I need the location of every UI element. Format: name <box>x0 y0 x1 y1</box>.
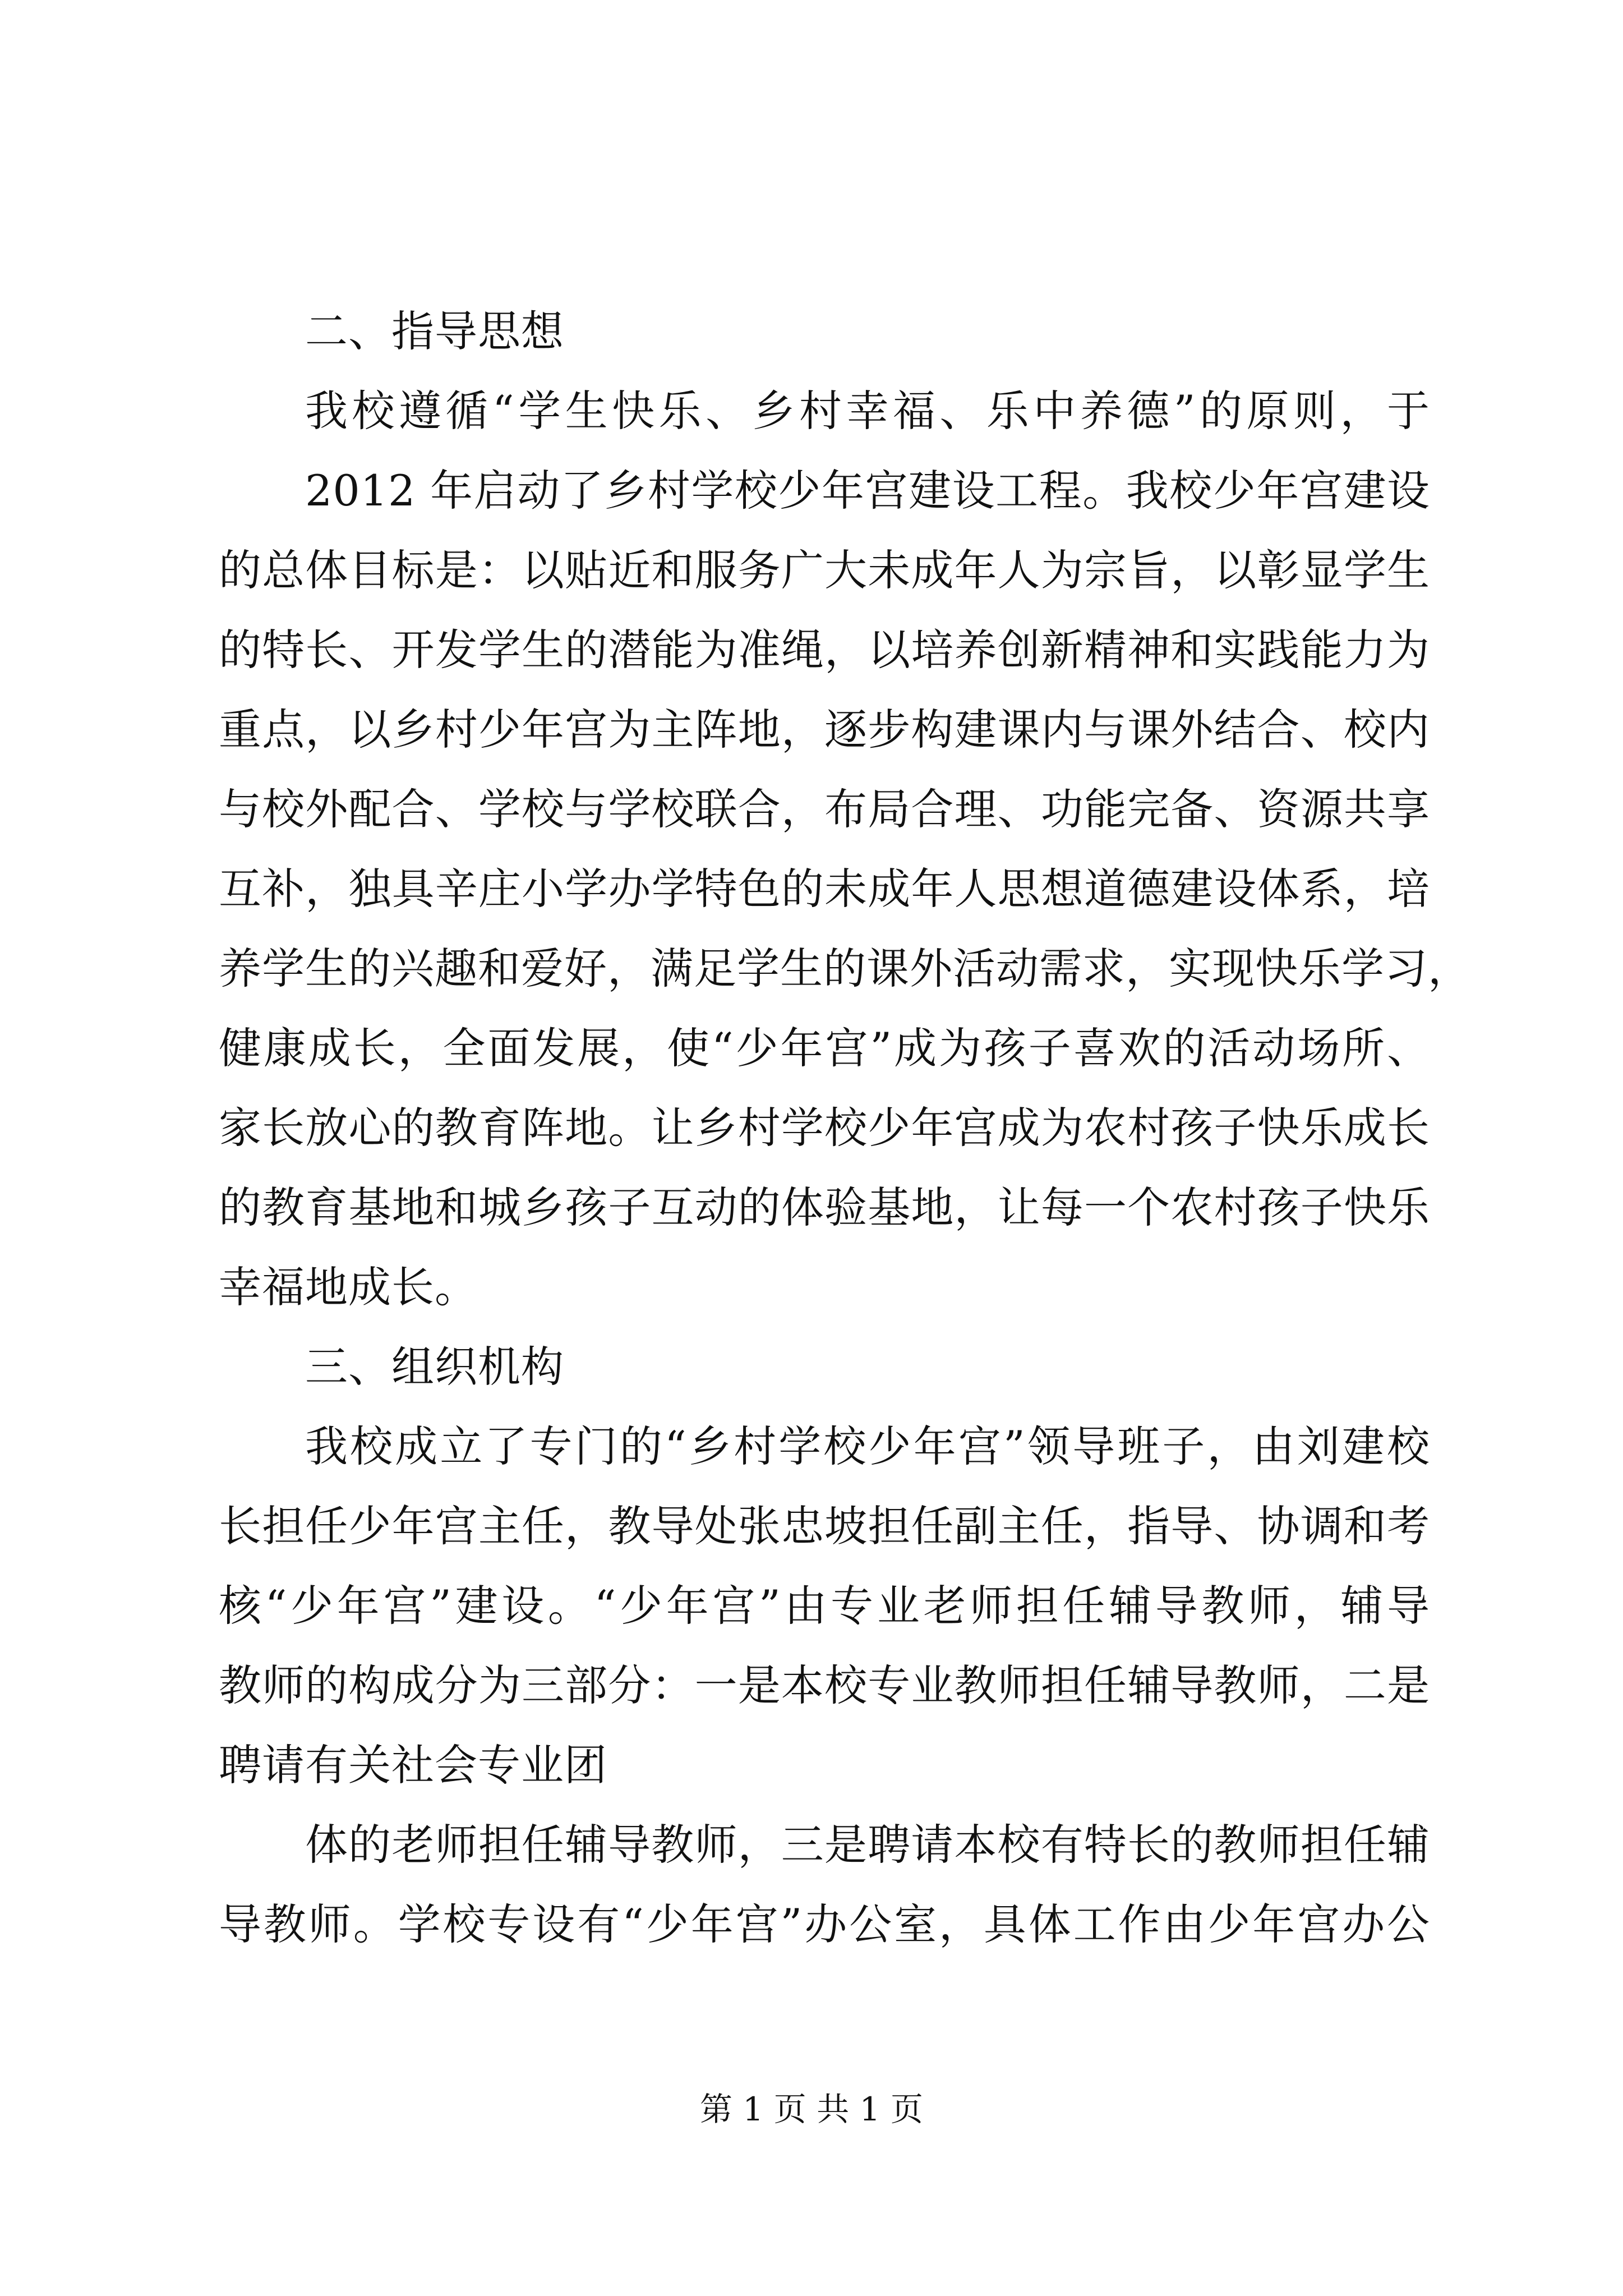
section-heading-organization: 三、组织机构 <box>305 1342 564 1392</box>
paragraph-line: 聘请有关社会专业团 <box>219 1740 607 1790</box>
paragraph-line: 互补，独具辛庄小学办学特色的未成年人思想道德建设体系，培 <box>219 864 1430 914</box>
paragraph-line: 核“少年宫”建设。“少年宫”由专业老师担任辅导教师，辅导 <box>219 1581 1430 1631</box>
paragraph-line: 幸福地成长。 <box>219 1262 478 1312</box>
paragraph-line: 与校外配合、学校与学校联合，布局合理、功能完备、资源共享 <box>219 784 1430 834</box>
paragraph-line: 长担任少年宫主任，教导处张忠坡担任副主任，指导、协调和考 <box>219 1501 1430 1551</box>
paragraph-line: 的特长、开发学生的潜能为准绳，以培养创新精神和实践能力为 <box>219 625 1430 675</box>
section-heading-guiding-ideology: 二、指导思想 <box>305 306 564 356</box>
paragraph-line: 2012 年启动了乡村学校少年宫建设工程。我校少年宫建设 <box>305 466 1430 516</box>
paragraph-line: 导教师。学校专设有“少年宫”办公室，具体工作由少年宫办公 <box>219 1899 1430 1949</box>
paragraph-line: 体的老师担任辅导教师，三是聘请本校有特长的教师担任辅 <box>305 1820 1430 1870</box>
paragraph-line: 的总体目标是：以贴近和服务广大未成年人为宗旨，以彰显学生 <box>219 545 1430 595</box>
paragraph-line: 我校成立了专门的“乡村学校少年宫”领导班子，由刘建校 <box>305 1421 1430 1471</box>
paragraph-line: 养学生的兴趣和爱好，满足学生的课外活动需求，实现快乐学习， <box>219 944 1471 993</box>
paragraph-line: 我校遵循“学生快乐、乡村幸福、乐中养德”的原则，于 <box>305 386 1430 436</box>
paragraph-line: 家长放心的教育阵地。让乡村学校少年宫成为农村孩子快乐成长 <box>219 1103 1430 1153</box>
paragraph-line: 健康成长，全面发展，使“少年宫”成为孩子喜欢的活动场所、 <box>219 1023 1430 1073</box>
page-footer: 第 1 页 共 1 页 <box>700 2090 923 2128</box>
paragraph-line: 重点，以乡村少年宫为主阵地，逐步构建课内与课外结合、校内 <box>219 705 1430 754</box>
paragraph-line: 的教育基地和城乡孩子互动的体验基地，让每一个农村孩子快乐 <box>219 1182 1430 1232</box>
document-body <box>219 292 1471 1964</box>
paragraph-line: 教师的构成分为三部分：一是本校专业教师担任辅导教师，二是 <box>219 1660 1430 1710</box>
